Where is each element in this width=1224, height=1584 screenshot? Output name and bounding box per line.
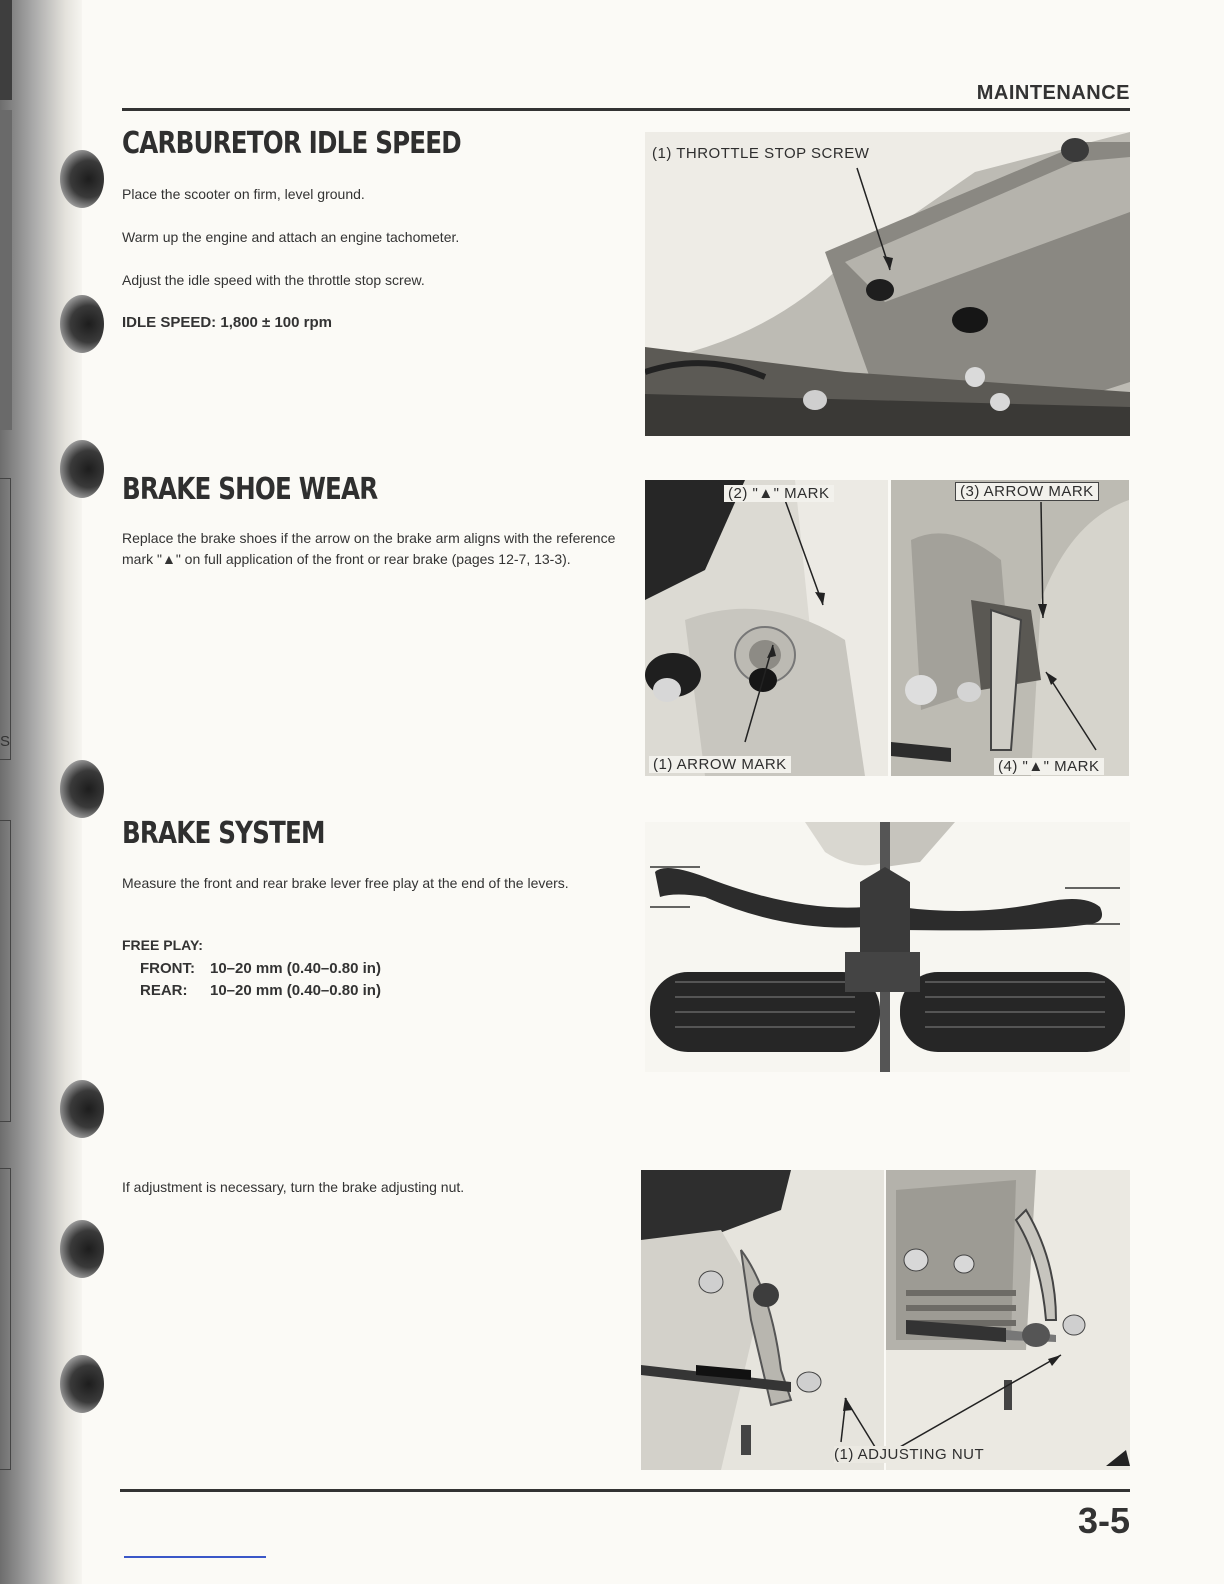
brake-system-text: Measure the front and rear brake lever free play at the end of the levers.	[122, 875, 569, 891]
section-header: MAINTENANCE	[976, 82, 1130, 104]
binder-edge-dark	[0, 0, 12, 100]
binder-hole	[60, 1220, 104, 1278]
scan-mark	[124, 1556, 266, 1558]
triangle-mark-2-callout: (2) "▲" MARK	[724, 485, 834, 502]
binder-hole	[60, 295, 104, 353]
rear-brake-adjusting-nut-photo	[886, 1170, 1130, 1470]
free-play-front-value: 10–20 mm (0.40–0.80 in)	[210, 960, 381, 977]
footer-rule	[120, 1489, 1130, 1492]
idle-speed-spec: IDLE SPEED: 1,800 ± 100 rpm	[122, 314, 332, 331]
front-brake-arm-photo	[645, 480, 888, 776]
brake-adjust-text: If adjustment is necessary, turn the brake adjusting nut.	[122, 1179, 465, 1195]
triangle-mark-4-callout: (4) "▲" MARK	[994, 758, 1104, 775]
page-number: 3-5	[1077, 1500, 1130, 1541]
carburetor-idle-speed-heading: CARBURETOR IDLE SPEED	[122, 126, 461, 161]
carburetor-step-1: Place the scooter on firm, level ground.	[122, 186, 365, 202]
margin-box	[0, 820, 11, 1122]
free-play-label: FREE PLAY:	[122, 937, 203, 953]
brake-system-heading: BRAKE SYSTEM	[122, 816, 325, 851]
margin-box	[0, 1168, 11, 1470]
binder-hole	[60, 150, 104, 208]
brake-shoe-text: Replace the brake shoes if the arrow on the brake arm aligns with the reference mark "▲" on full application of the front or rear brake (pages 12-7, 13-3).	[122, 530, 616, 567]
free-play-rear-value: 10–20 mm (0.40–0.80 in)	[210, 982, 381, 999]
binder-edge-dark	[0, 110, 12, 430]
throttle-stop-screw-callout: (1) THROTTLE STOP SCREW	[652, 145, 870, 162]
binder-hole	[60, 760, 104, 818]
binder-hole	[60, 1355, 104, 1413]
arrow-mark-3-callout: (3) ARROW MARK	[955, 482, 1099, 501]
margin-letter: S	[0, 733, 11, 750]
throttle-stop-screw-photo	[645, 132, 1130, 436]
rear-brake-arm-photo	[891, 480, 1129, 776]
adjusting-nut-callout: (1) ADJUSTING NUT	[834, 1446, 985, 1463]
front-brake-adjusting-nut-photo	[641, 1170, 884, 1470]
binder-hole	[60, 440, 104, 498]
free-play-front-label: FRONT:	[140, 960, 195, 977]
brake-lever-free-play-photo	[645, 822, 1130, 1072]
free-play-rear-label: REAR:	[140, 982, 188, 999]
carburetor-step-2: Warm up the engine and attach an engine tachometer.	[122, 229, 460, 245]
carburetor-step-3: Adjust the idle speed with the throttle stop screw.	[122, 272, 425, 288]
binder-hole	[60, 1080, 104, 1138]
brake-shoe-wear-heading: BRAKE SHOE WEAR	[122, 472, 378, 507]
margin-box	[0, 478, 11, 760]
arrow-mark-1-callout: (1) ARROW MARK	[649, 756, 791, 773]
header-rule	[122, 108, 1130, 111]
